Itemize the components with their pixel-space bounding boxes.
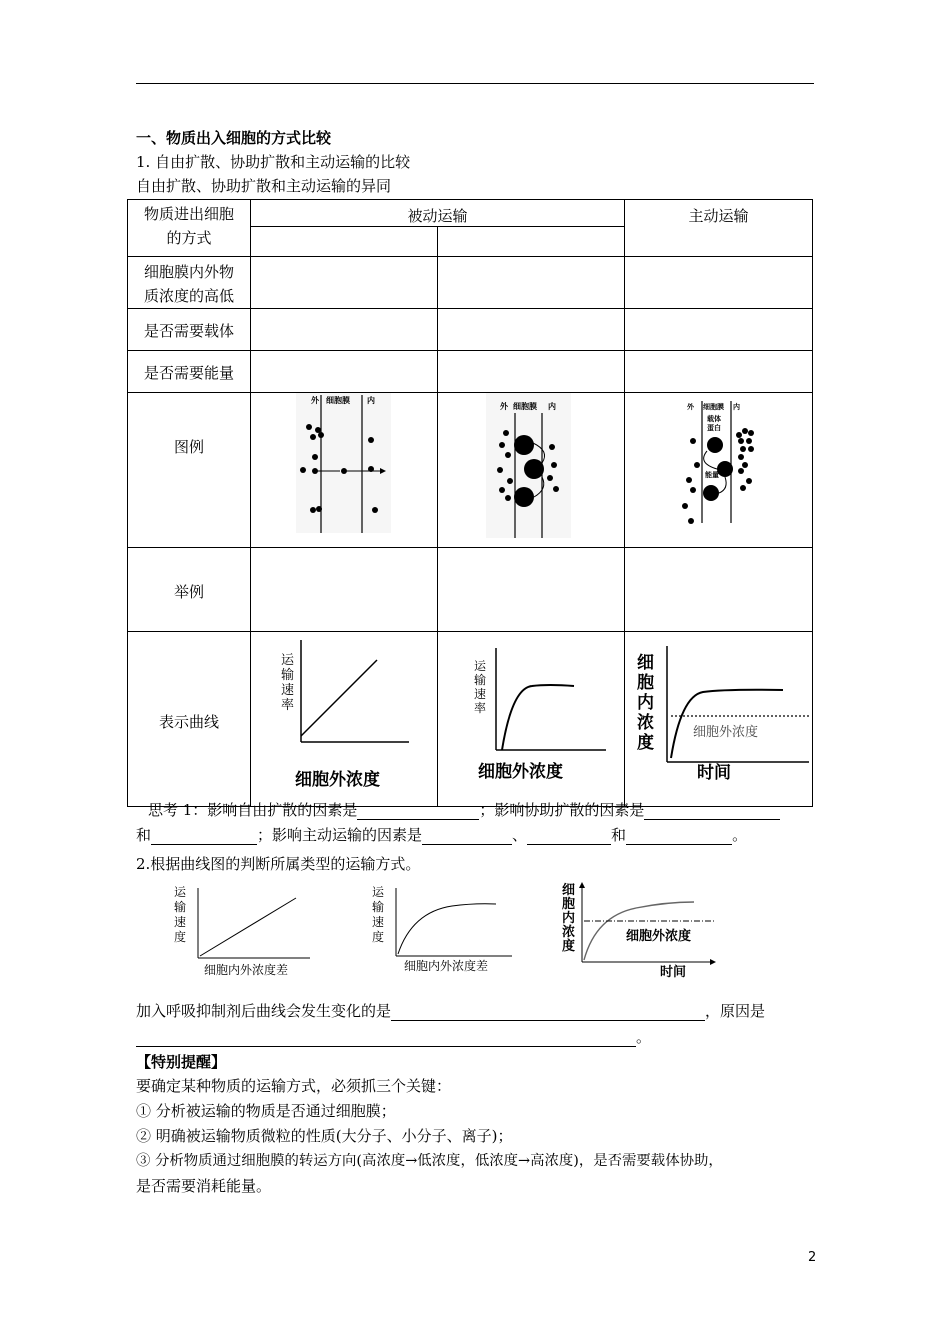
c3-dotted-label: 细胞外浓度 — [693, 725, 759, 740]
think1-and1: 和 — [136, 826, 152, 844]
header-method-line1: 物质进出细胞 — [143, 205, 234, 223]
diagram-free-diffusion — [251, 393, 438, 543]
cell-blank — [625, 309, 813, 351]
row-curve-label — [128, 632, 251, 807]
passive-sub2-cell — [438, 227, 625, 257]
header-method-cell — [128, 200, 251, 257]
diag3-membrane: 细胞膜 — [703, 403, 725, 411]
cell-blank — [438, 548, 625, 632]
cell-blank — [251, 257, 438, 309]
cell-blank — [625, 548, 813, 632]
inhibitor-mid: ，原因是 — [705, 1002, 766, 1020]
blank-field[interactable] — [422, 828, 512, 845]
blank-field[interactable] — [391, 1004, 705, 1021]
diag3-energy: 能量 — [705, 471, 720, 479]
cell-blank — [251, 309, 438, 351]
inhibitor-prefix: 加入呼吸抑制剂后曲线会发生变化的是 — [136, 1002, 392, 1020]
blank-field[interactable] — [357, 803, 479, 820]
blank-field[interactable] — [626, 828, 732, 845]
cell-blank — [438, 351, 625, 393]
reminder-point-3: ③ 分析物质通过细胞膜的转运方向(高浓度→低浓度，低浓度→高浓度)，是否需要载体协助， — [136, 1153, 723, 1169]
row-carrier-label — [128, 309, 251, 351]
c1-ylabel: 运输速率 — [281, 653, 295, 713]
think1-line2 — [136, 825, 747, 845]
c2-ylabel: 运输速率 — [474, 659, 487, 715]
diagram-active-transport — [625, 393, 813, 543]
blank-field[interactable] — [151, 828, 257, 845]
cell-blank — [625, 257, 813, 309]
cell-blank — [625, 351, 813, 393]
comparison-table — [127, 199, 813, 807]
diag2-outside: 外 — [500, 402, 508, 411]
row-diagram-label — [128, 393, 251, 548]
diag3-carrier-2: 蛋白 — [707, 424, 722, 432]
row-concentration-label — [128, 257, 251, 309]
row-conc-line2: 质浓度的高低 — [143, 287, 234, 305]
think1-mid1: ；影响协助扩散的因素是 — [479, 801, 645, 819]
diagram-facilitated-diffusion-cell — [438, 393, 625, 548]
curve-facilitated-cell — [438, 632, 625, 807]
diag2-inside: 内 — [548, 402, 556, 411]
c2-xlabel: 细胞外浓度 — [478, 762, 563, 782]
diagram-free-diffusion-cell — [251, 393, 438, 548]
row-example-text: 举例 — [173, 583, 204, 601]
diagram-active-transport-cell — [625, 393, 813, 548]
reminder-point-3b: 是否需要消耗能量。 — [136, 1177, 272, 1195]
g1-ylabel: 运输速度 — [174, 885, 187, 944]
diag1-inside: 内 — [367, 396, 375, 405]
row-example-label — [128, 548, 251, 632]
g2-ylabel: 运输速度 — [372, 885, 385, 944]
curve-free-diffusion — [251, 632, 438, 802]
cell-blank — [251, 351, 438, 393]
diag2-membrane: 细胞膜 — [513, 402, 537, 411]
header-active-cell — [625, 200, 813, 257]
table-subtitle: 自由扩散、协助扩散和主动运输的异同 — [136, 177, 392, 195]
diag1-membrane: 细胞膜 — [326, 396, 350, 405]
header-method-line2: 的方式 — [166, 229, 212, 247]
think1-and2: 和 — [611, 826, 627, 844]
header-passive: 被动运输 — [407, 207, 468, 225]
passive-sub1-cell — [251, 227, 438, 257]
item-2-heading: 2.根据曲线图的判断所属类型的运输方式。 — [136, 855, 421, 873]
think1-mid2: ；影响主动运输的因素是 — [257, 826, 423, 844]
diag3-outside: 外 — [687, 403, 695, 411]
row-conc-line1: 细胞膜内外物 — [143, 263, 234, 281]
row-diagram-text: 图例 — [173, 438, 204, 456]
reminder-title: 【特别提醒】 — [136, 1053, 227, 1071]
header-active: 主动运输 — [688, 207, 749, 225]
cell-blank — [251, 548, 438, 632]
cell-blank — [438, 257, 625, 309]
g1-xlabel: 细胞内外浓度差 — [204, 963, 289, 977]
curve-facilitated — [438, 632, 625, 802]
inhibitor-line2 — [136, 1027, 651, 1047]
c3-ylabel: 细胞内浓度 — [637, 653, 655, 753]
item-1-heading: 1. 自由扩散、协助扩散和主动运输的比较 — [136, 153, 411, 171]
diagram-facilitated-diffusion — [438, 393, 625, 543]
q2-graph-active — [556, 880, 721, 980]
reminder-intro: 要确定某种物质的运输方式，必须抓三个关键： — [136, 1077, 452, 1095]
reminder-point-2: ② 明确被运输物质微粒的性质(大分子、小分子、离子)； — [136, 1127, 513, 1145]
cell-blank — [438, 309, 625, 351]
section-title: 一、物质出入细胞的方式比较 — [136, 129, 332, 147]
header-rule — [136, 83, 814, 84]
row-energy-text: 是否需要能量 — [143, 364, 234, 382]
curve-active — [625, 632, 813, 802]
think1-sep: 、 — [512, 826, 528, 844]
g3-ylabel: 细胞内浓度 — [562, 883, 576, 954]
inhibitor-line1 — [136, 1001, 765, 1021]
row-carrier-text: 是否需要载体 — [143, 322, 234, 340]
q2-graph-saturating — [362, 884, 522, 980]
think1-line1 — [148, 800, 780, 820]
diag3-inside: 内 — [733, 403, 741, 411]
c1-xlabel: 细胞外浓度 — [295, 770, 380, 790]
row-energy-label — [128, 351, 251, 393]
row-curve-text: 表示曲线 — [158, 713, 219, 731]
g2-xlabel: 细胞内外浓度差 — [404, 959, 489, 973]
g3-dash-label: 细胞外浓度 — [626, 929, 692, 944]
page-number: 2 — [808, 1250, 817, 1265]
reminder-point-1: ① 分析被运输的物质是否通过细胞膜； — [136, 1102, 396, 1120]
inhibitor-end: 。 — [636, 1028, 652, 1046]
curve-free-diffusion-cell — [251, 632, 438, 807]
think1-prefix: 思考 1：影响自由扩散的因素是 — [148, 801, 358, 819]
g3-xlabel: 时间 — [660, 965, 687, 980]
header-passive-cell — [251, 200, 625, 227]
blank-field[interactable] — [527, 828, 611, 845]
curve-active-cell — [625, 632, 813, 807]
c3-xlabel: 时间 — [697, 763, 732, 783]
blank-field[interactable] — [136, 1030, 636, 1047]
diag1-outside: 外 — [311, 396, 319, 405]
q2-graph-linear — [160, 884, 320, 980]
blank-field[interactable] — [644, 803, 780, 820]
think1-end: 。 — [732, 826, 748, 844]
diag3-carrier-1: 载体 — [707, 415, 722, 423]
